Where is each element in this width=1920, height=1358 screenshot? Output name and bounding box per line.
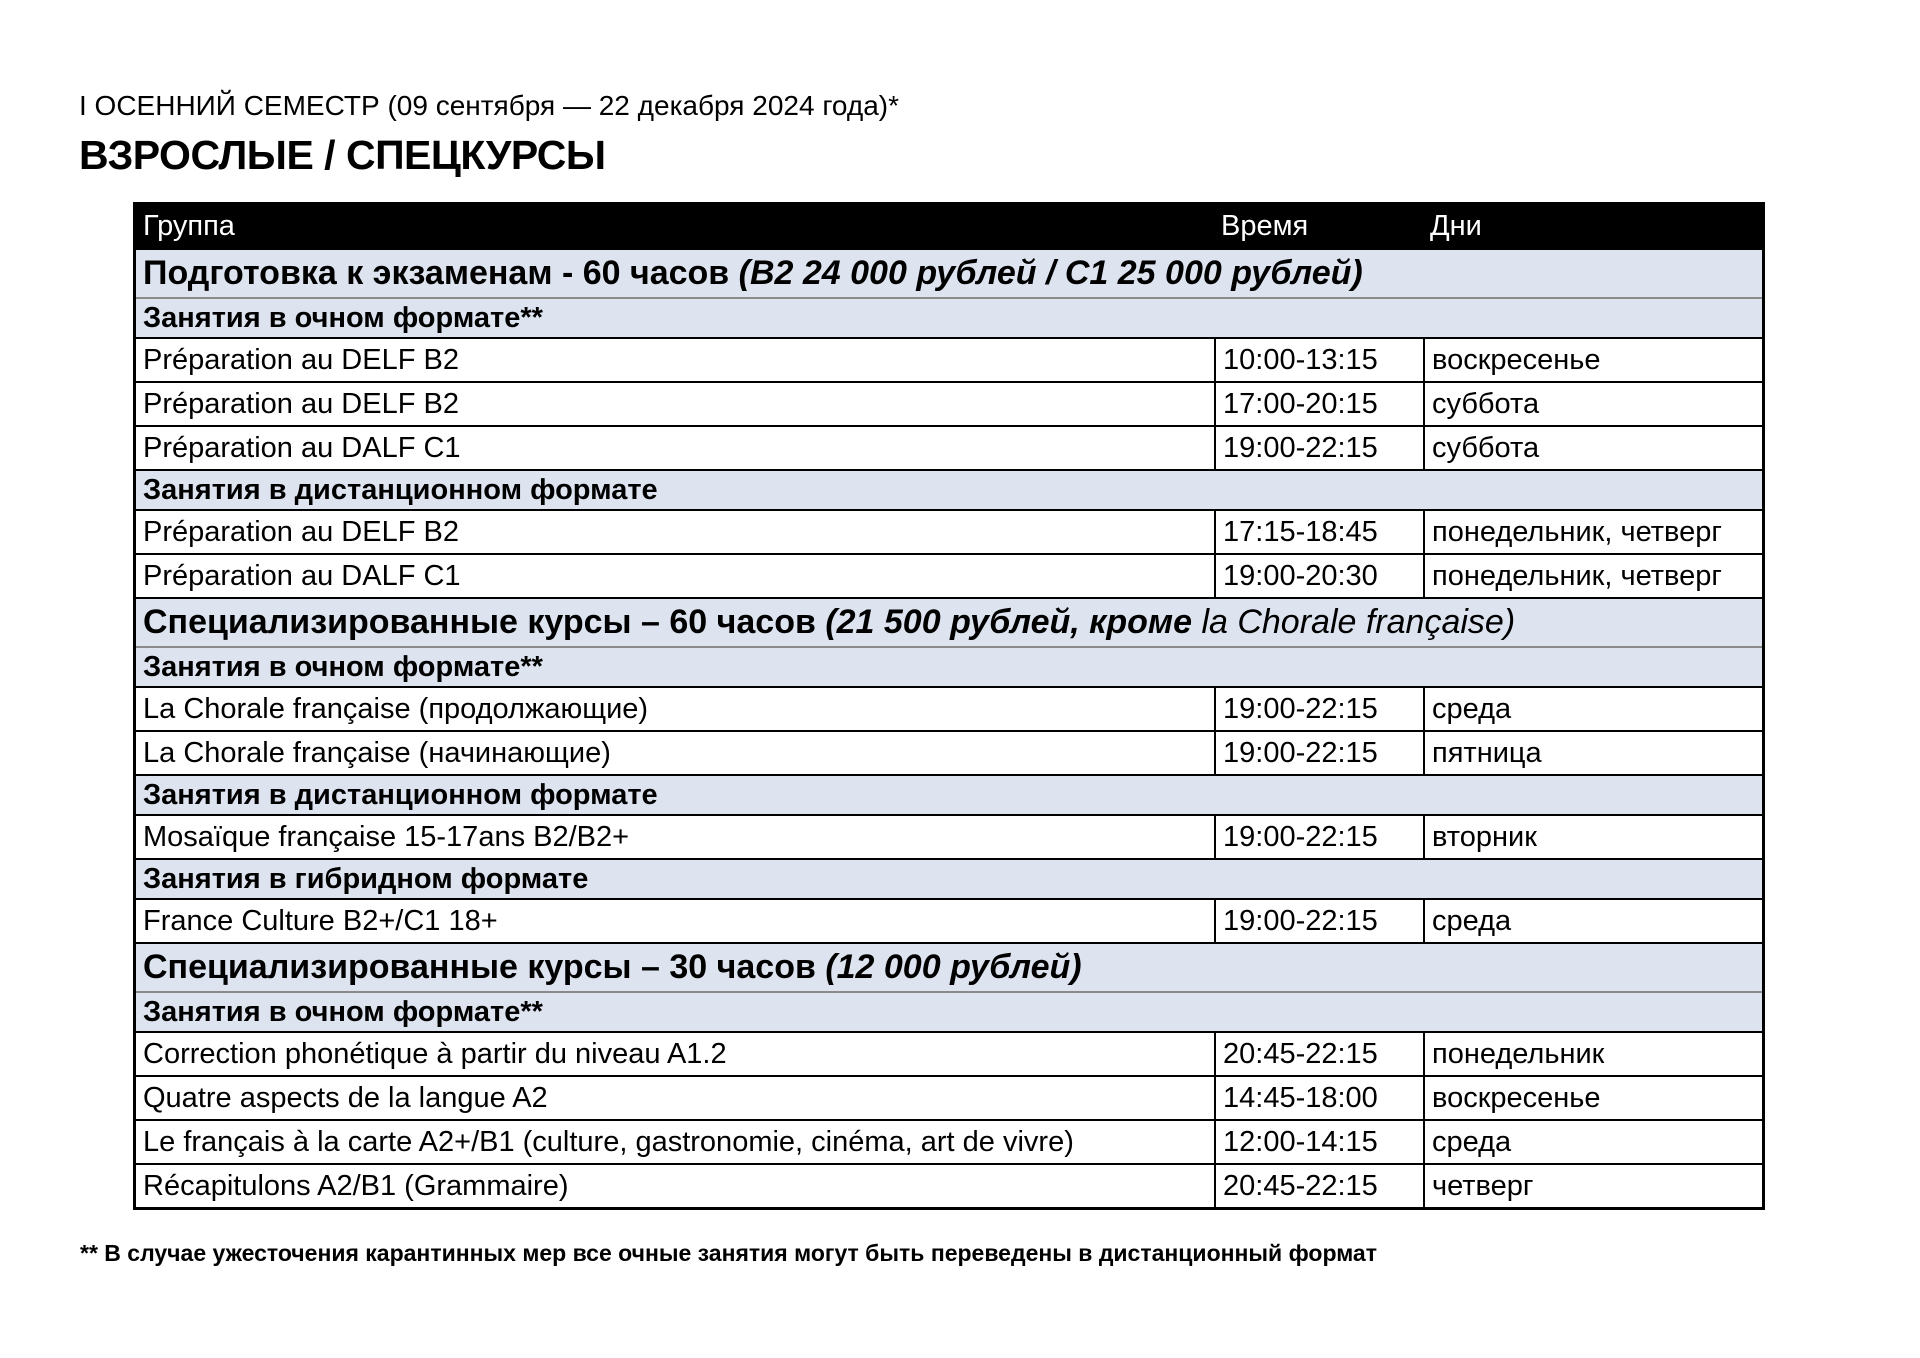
course-time: 19:00-22:15 — [1214, 427, 1423, 471]
course-days: среда — [1423, 900, 1762, 944]
course-days: суббота — [1423, 383, 1762, 427]
course-name: Préparation au DALF C1 — [136, 427, 1214, 471]
subsection-title: Занятия в очном формате** — [136, 648, 1762, 688]
section-title — [136, 250, 1762, 299]
section-price-text: (21 500 рублей, кроме — [825, 603, 1202, 641]
schedule-table — [133, 202, 1765, 1210]
course-name: France Culture B2+/C1 18+ — [136, 900, 1214, 944]
course-days: воскресенье — [1423, 339, 1762, 383]
course-name: Préparation au DELF B2 — [136, 511, 1214, 555]
course-time: 19:00-22:15 — [1214, 816, 1423, 860]
subsection-row-remote — [136, 471, 1762, 511]
column-header-days: Дни — [1423, 205, 1762, 250]
column-header-time: Время — [1214, 205, 1423, 250]
section-price-text: (12 000 рублей) — [825, 948, 1082, 986]
page-title: ВЗРОСЛЫЕ / СПЕЦКУРСЫ — [79, 132, 606, 178]
subsection-row-remote — [136, 776, 1762, 816]
course-days: воскресенье — [1423, 1077, 1762, 1121]
course-days: суббота — [1423, 427, 1762, 471]
course-name: Le français à la carte A2+/B1 (culture, gastronomie, cinéma, art de vivre) — [136, 1121, 1214, 1165]
course-row — [136, 383, 1762, 427]
course-days: среда — [1423, 688, 1762, 732]
course-time: 20:45-22:15 — [1214, 1165, 1423, 1207]
subsection-row-in-person — [136, 299, 1762, 339]
course-row — [136, 732, 1762, 776]
footnote: ** В случае ужесточения карантинных мер все очные занятия могут быть переведены в дистанционный формат — [80, 1240, 1377, 1266]
course-days: среда — [1423, 1121, 1762, 1165]
course-row — [136, 1121, 1762, 1165]
section-title-text: Специализированные курсы – 60 часов — [143, 603, 826, 641]
course-name: La Chorale française (начинающие) — [136, 732, 1214, 776]
course-days: пятница — [1423, 732, 1762, 776]
course-name: Préparation au DELF B2 — [136, 339, 1214, 383]
section-title-text: Специализированные курсы – 30 часов — [143, 948, 826, 986]
course-row — [136, 1077, 1762, 1121]
course-time: 19:00-22:15 — [1214, 732, 1423, 776]
section-row-special-30h — [136, 944, 1762, 993]
subsection-title: Занятия в дистанционном формате — [136, 776, 1762, 816]
course-days: четверг — [1423, 1165, 1762, 1207]
course-time: 19:00-20:30 — [1214, 555, 1423, 599]
section-title — [136, 599, 1762, 648]
course-name: Mosaïque française 15-17ans B2/B2+ — [136, 816, 1214, 860]
course-name: Correction phonétique à partir du niveau A1.2 — [136, 1033, 1214, 1077]
course-days: понедельник, четверг — [1423, 555, 1762, 599]
course-row — [136, 555, 1762, 599]
course-row — [136, 1165, 1762, 1207]
subsection-row-in-person — [136, 648, 1762, 688]
course-row — [136, 900, 1762, 944]
course-days: вторник — [1423, 816, 1762, 860]
section-title-text: Подготовка к экзаменам - 60 часов — [143, 254, 739, 292]
course-row — [136, 688, 1762, 732]
subsection-title: Занятия в очном формате** — [136, 299, 1762, 339]
course-name: Quatre aspects de la langue A2 — [136, 1077, 1214, 1121]
section-row-special-60h — [136, 599, 1762, 648]
course-time: 14:45-18:00 — [1214, 1077, 1423, 1121]
course-name: Préparation au DALF C1 — [136, 555, 1214, 599]
course-time: 20:45-22:15 — [1214, 1033, 1423, 1077]
course-days: понедельник — [1423, 1033, 1762, 1077]
course-time: 17:00-20:15 — [1214, 383, 1423, 427]
course-name: La Chorale française (продолжающие) — [136, 688, 1214, 732]
course-row — [136, 816, 1762, 860]
subsection-title: Занятия в гибридном формате — [136, 860, 1762, 900]
semester-line: I ОСЕННИЙ СЕМЕСТР (09 сентября — 22 декабря 2024 года)* — [79, 90, 899, 121]
course-time: 12:00-14:15 — [1214, 1121, 1423, 1165]
section-price-text: (B2 24 000 рублей / C1 25 000 рублей) — [738, 254, 1363, 292]
course-time: 10:00-13:15 — [1214, 339, 1423, 383]
table-header-row — [136, 205, 1762, 250]
course-name: Récapitulons A2/B1 (Grammaire) — [136, 1165, 1214, 1207]
subsection-title: Занятия в очном формате** — [136, 993, 1762, 1033]
subsection-title: Занятия в дистанционном формате — [136, 471, 1762, 511]
column-header-group: Группа — [136, 205, 1214, 250]
course-row — [136, 427, 1762, 471]
section-title-suffix: la Chorale française) — [1201, 603, 1516, 641]
course-row — [136, 511, 1762, 555]
subsection-row-in-person — [136, 993, 1762, 1033]
course-row — [136, 1033, 1762, 1077]
section-row-exam-prep — [136, 250, 1762, 299]
course-time: 19:00-22:15 — [1214, 688, 1423, 732]
section-title — [136, 944, 1762, 993]
course-days: понедельник, четверг — [1423, 511, 1762, 555]
subsection-row-hybrid — [136, 860, 1762, 900]
course-name: Préparation au DELF B2 — [136, 383, 1214, 427]
course-time: 17:15-18:45 — [1214, 511, 1423, 555]
course-time: 19:00-22:15 — [1214, 900, 1423, 944]
course-row — [136, 339, 1762, 383]
